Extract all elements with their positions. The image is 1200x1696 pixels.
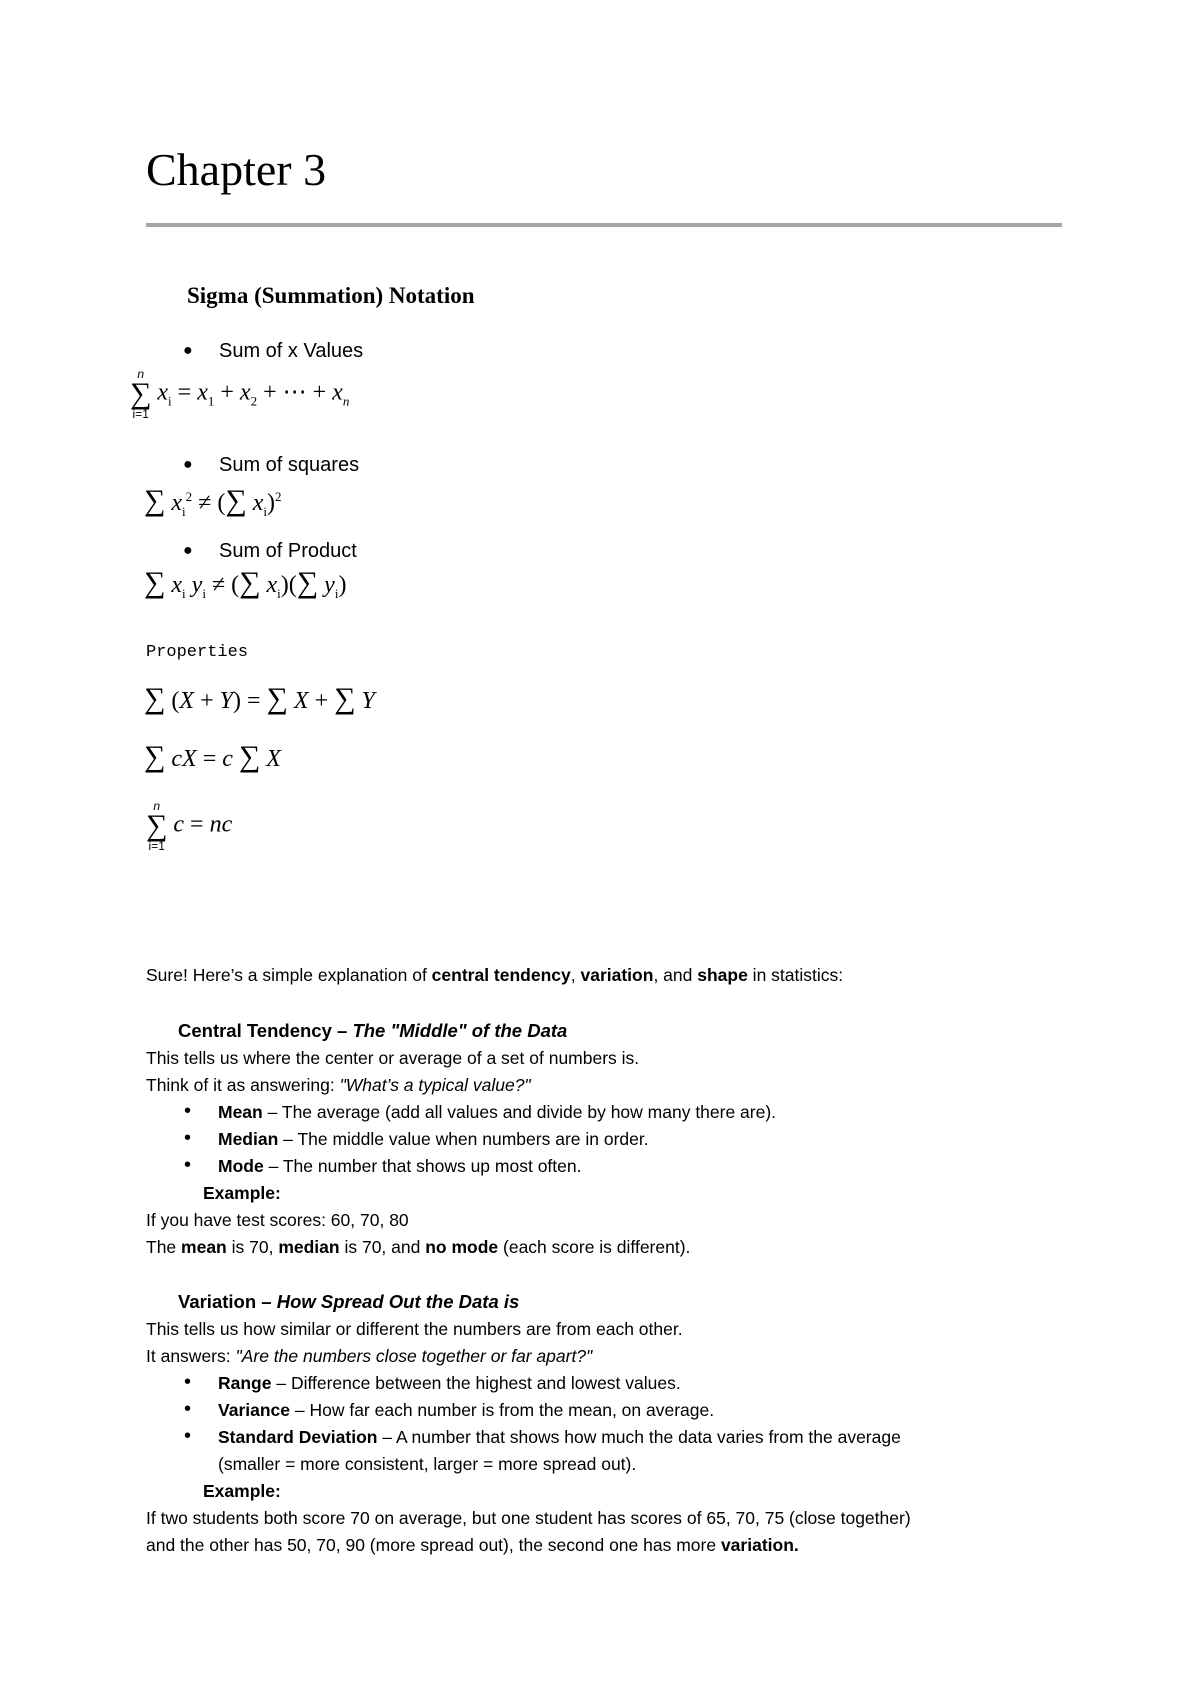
properties-label: Properties xyxy=(146,643,249,662)
chapter-divider xyxy=(146,223,1062,227)
variation-example-label: Example: xyxy=(203,1481,281,1501)
central-tendency-line-1: This tells us where the center or average of a set of numbers is. xyxy=(146,1048,640,1068)
list-item-median: • Median – The middle value when numbers are in order. xyxy=(182,1126,776,1153)
sigma-with-limits: n ∑ i=1 xyxy=(130,367,152,421)
list-item-standard-deviation: • Standard Deviation – A number that shows how much the data varies from the average xyxy=(182,1424,901,1451)
formula-constant-sum: n ∑ i=1 c = nc xyxy=(146,799,233,853)
list-item-variance: • Variance – How far each number is from the mean, on average. xyxy=(182,1397,901,1424)
bullet-dot: ● xyxy=(183,456,193,473)
central-tendency-heading: Central Tendency – The "Middle" of the Data xyxy=(178,1020,568,1041)
bullet-sum-of-squares: ● Sum of squares xyxy=(183,451,359,479)
sigma-with-limits: n ∑ i=1 xyxy=(146,799,168,853)
central-example-line-2: The mean is 70, median is 70, and no mode (each score is different). xyxy=(146,1237,691,1257)
variation-line-1: This tells us how similar or different the numbers are from each other. xyxy=(146,1319,683,1339)
variation-heading: Variation – How Spread Out the Data is xyxy=(178,1291,520,1312)
variation-example-line-2: and the other has 50, 70, 90 (more spread out), the second one has more variation. xyxy=(146,1535,799,1555)
section-title: Sigma (Summation) Notation xyxy=(187,283,475,308)
bullet-sum-of-x: ● Sum of x Values xyxy=(183,337,363,365)
central-example-line-1: If you have test scores: 60, 70, 80 xyxy=(146,1210,409,1230)
chapter-title: Chapter 3 xyxy=(146,144,327,195)
variation-list xyxy=(182,1370,901,1478)
list-item-range: • Range – Difference between the highest and lowest values. xyxy=(182,1370,901,1397)
list-item-continuation: (smaller = more consistent, larger = more spread out). xyxy=(218,1454,637,1474)
formula-sum-of-product: ∑ $x_i$ $y_i$ ≠ (∑ $x_i)(\sum$ $y_i$) xyxy=(144,566,347,601)
intro-paragraph: Sure! Here’s a simple explanation of central tendency, variation, and shape in statistics: xyxy=(146,965,844,985)
formula-constant-multiple: ∑ cX = c ∑ X xyxy=(144,740,281,773)
list-item-mean: • Mean – The average (add all values and divide by how many there are). xyxy=(182,1099,776,1126)
bullet-dot: ● xyxy=(183,542,193,559)
variation-line-2: It answers: "Are the numbers close together or far apart?" xyxy=(146,1346,593,1366)
list-item-mode: • Mode – The number that shows up most often. xyxy=(182,1153,776,1180)
bullet-sum-of-product: ● Sum of Product xyxy=(183,537,357,565)
central-tendency-line-2: Think of it as answering: "What’s a typical value?" xyxy=(146,1075,531,1095)
formula-sum-of-x: n ∑ i=1 $x_i = x_1 + x_2$ + ⋯ + $x_n$ xyxy=(130,367,350,421)
variation-example-line-1: If two students both score 70 on average, but one student has scores of 65, 70, 75 (close together) xyxy=(146,1508,911,1528)
bullet-dot: ● xyxy=(183,342,193,359)
formula-sum-of-squares: ∑ $x_i^2$ ≠ (∑ $x_i)^2$ xyxy=(144,484,282,519)
central-tendency-list xyxy=(182,1099,776,1180)
central-example-label: Example: xyxy=(203,1183,281,1203)
formula-sum-property: ∑ (X + Y) = ∑ X + ∑ Y xyxy=(144,682,375,715)
